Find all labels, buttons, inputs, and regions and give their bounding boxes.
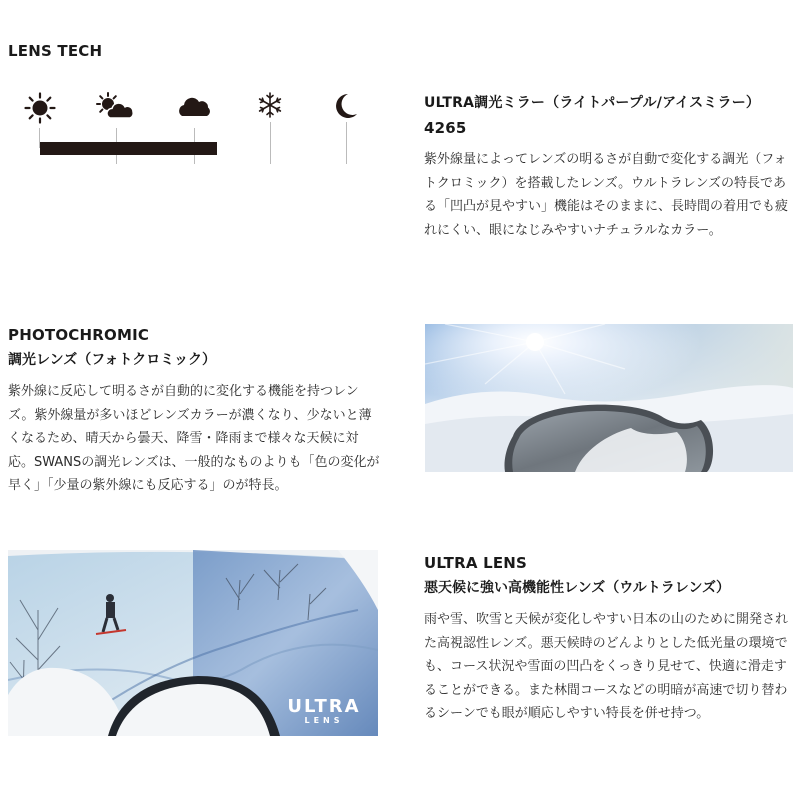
ultra-lens-title: ULTRA LENS bbox=[424, 554, 528, 572]
photochromic-description: 紫外線に反応して明るさが自動的に変化する機能を持つレンズ。紫外線量が多いほどレンズカラーが濃くなり、少ないと薄くなるため、晴天から曇天、降雪・降雨まで様々な天候に対応。SWANSの調光レンズは、一般的なものよりも「色の変化が早く」「少量の紫外線にも反応する」のが特長。 bbox=[8, 384, 380, 493]
crescent-moon-icon bbox=[333, 92, 359, 120]
sun-behind-cloud-icon bbox=[96, 92, 136, 124]
cloud-icon bbox=[178, 92, 212, 122]
ultra-lens-section bbox=[424, 552, 796, 726]
photochromic-title: PHOTOCHROMIC bbox=[8, 326, 150, 344]
ultra-lens-logo bbox=[276, 698, 372, 726]
scale-tick bbox=[270, 122, 271, 164]
ultra-lens-logo-word1: ULTRA bbox=[287, 696, 361, 717]
ultra-mirror-code: 4265 bbox=[424, 119, 467, 137]
photochromic-goggle-photo bbox=[425, 324, 793, 472]
ultra-lens-logo-word2: LENS bbox=[304, 716, 344, 725]
lens-tech-title: LENS TECH bbox=[8, 42, 103, 60]
photochromic-section bbox=[8, 324, 380, 498]
darkening-range-bar bbox=[40, 142, 217, 155]
ultra-mirror-description: 紫外線量によってレンズの明るさが自動で変化する調光（フォトクロミック）を搭載したレンズ。ウルトラレンズの特長である「凹凸が見やすい」機能はそのままに、長時間の着用でも疲れにくい、眼になじみやすいナチュラルなカラー。 bbox=[424, 152, 789, 238]
ultra-lens-skier-photo bbox=[8, 550, 378, 736]
snowflake-icon bbox=[257, 92, 283, 118]
ultra-lens-subtitle: 悪天候に強い高機能性レンズ（ウルトラレンズ） bbox=[424, 580, 731, 596]
sun-icon bbox=[24, 92, 56, 124]
ultra-mirror-title: ULTRA調光ミラー（ライトパープル/アイスミラー） bbox=[424, 95, 761, 111]
ultra-mirror-section bbox=[424, 92, 796, 242]
photochromic-subtitle: 調光レンズ（フォトクロミック） bbox=[8, 352, 216, 368]
ultra-lens-description: 雨や雪、吹雪と天候が変化しやすい日本の山のために開発された高視認性レンズ。悪天候時のどんよりとした低光量の環境でも、コース状況や雪面の凹凸をくっきり見せて、快適に滑走することができる。また林間コースなどの明暗が高速で切り替わるシーンでも眼が順応しやすい特長を併せ持つ。 bbox=[424, 612, 789, 721]
scale-tick bbox=[346, 122, 347, 164]
